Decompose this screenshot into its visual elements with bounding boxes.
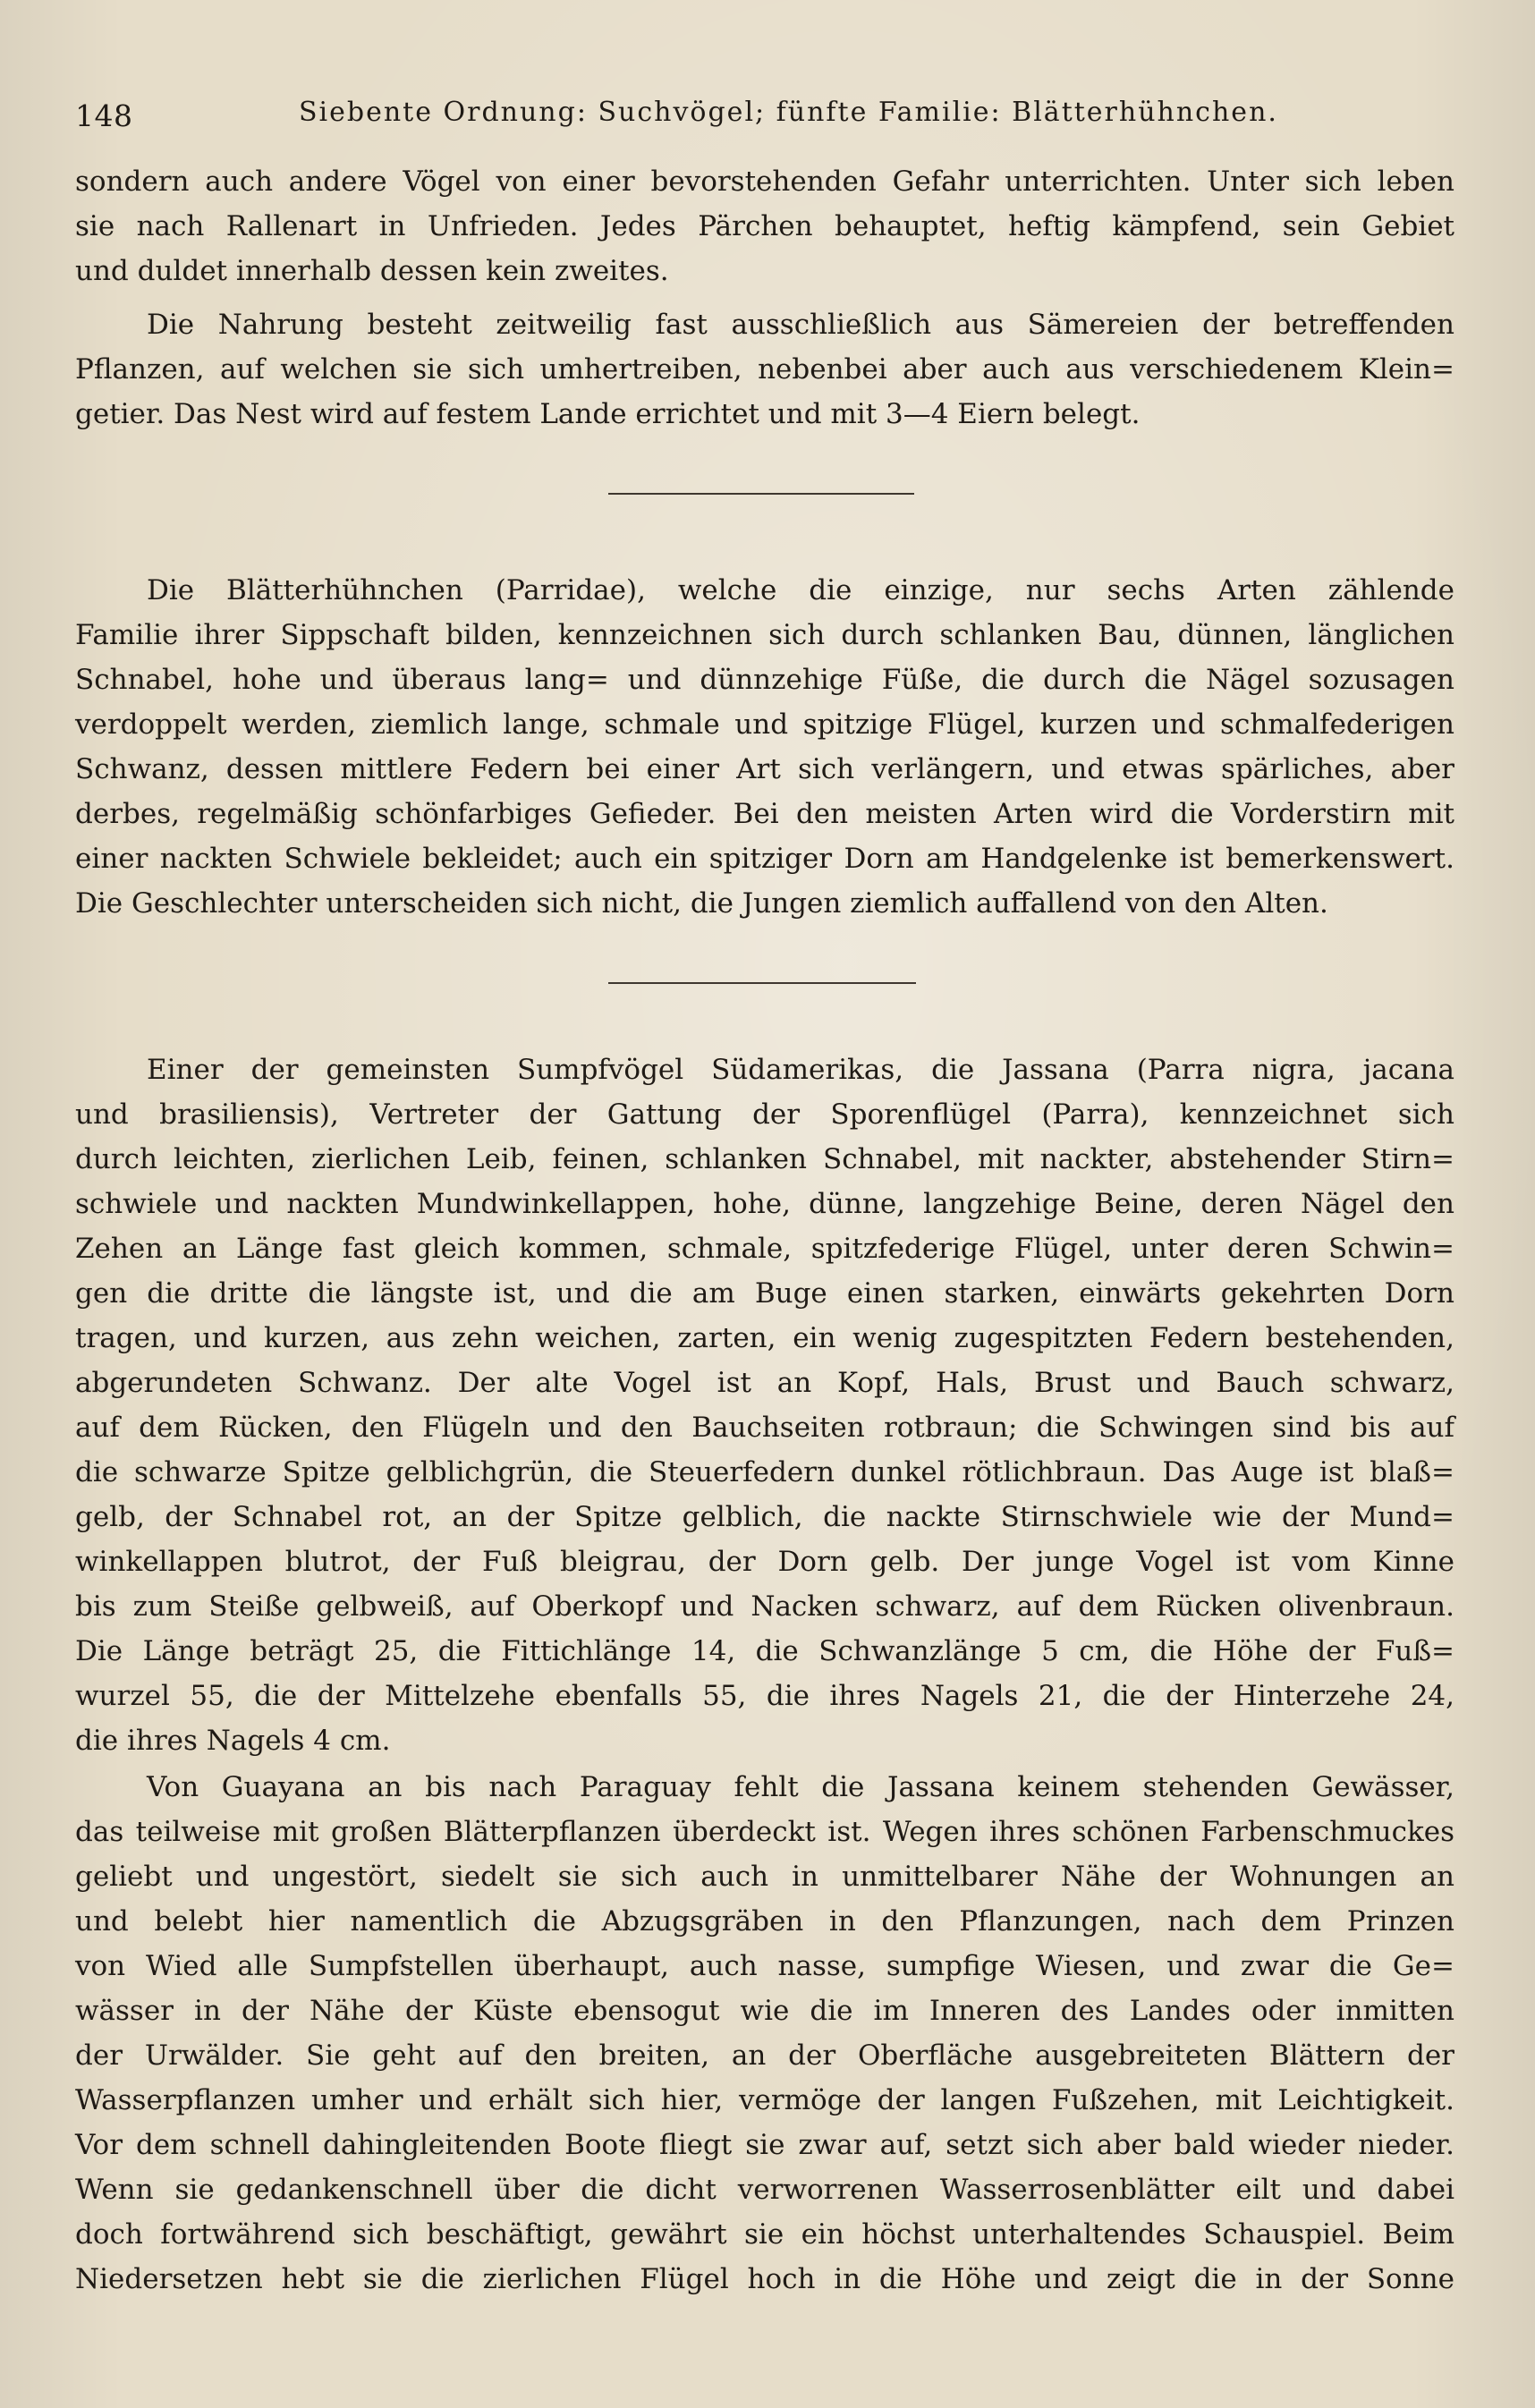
text-line: abgerundeten Schwanz. Der alte Vogel ist an Kopf, Hals, Brust und Bauch schwarz,	[75, 1367, 1454, 1399]
text-line: Schnabel, hohe und überaus lang= und dünnzehige Füße, die durch die Nägel sozusagen	[75, 664, 1454, 696]
running-head	[75, 89, 1471, 136]
text-line: durch leichten, zierlichen Leib, feinen, schlanken Schnabel, mit nackter, abstehender Stirn=	[75, 1143, 1454, 1175]
text-line: getier. Das Nest wird auf festem Lande errichtet und mit 3—4 Eiern belegt.	[75, 398, 1141, 430]
text-line: einer nackten Schwiele bekleidet; auch ein spitziger Dorn am Handgelenke ist bemerkenswert.	[75, 843, 1454, 875]
text-line: und brasiliensis), Vertreter der Gattung der Sporenflügel (Parra), kennzeichnet sich	[75, 1098, 1454, 1131]
text-line: Wasserpflanzen umher und erhält sich hier, vermöge der langen Fußzehen, mit Leichtigkeit.	[75, 2084, 1454, 2116]
text-line: Familie ihrer Sippschaft bilden, kennzeichnen sich durch schlanken Bau, dünnen, länglichen	[75, 619, 1454, 651]
section-divider	[608, 493, 914, 495]
text-line: Schwanz, dessen mittlere Federn bei einer Art sich verlängern, und etwas spärliches, aber	[75, 753, 1454, 785]
text-line: derbes, regelmäßig schönfarbiges Gefieder. Bei den meisten Arten wird die Vorderstirn mit	[75, 798, 1454, 830]
text-line: geliebt und ungestört, siedelt sie sich auch in unmittelbarer Nähe der Wohnungen an	[75, 1861, 1454, 1893]
text-line: Die Nahrung besteht zeitweilig fast ausschließlich aus Sämereien der betreffenden	[147, 309, 1454, 341]
page-number: 148	[75, 98, 133, 133]
text-line: auf dem Rücken, den Flügeln und den Bauchseiten rotbraun; die Schwingen sind bis auf	[75, 1412, 1454, 1444]
text-line: winkellappen blutrot, der Fuß bleigrau, der Dorn gelb. Der junge Vogel ist vom Kinne	[75, 1546, 1454, 1578]
text-line: Wenn sie gedankenschnell über die dicht verworrenen Wasserrosenblätter eilt und dabei	[75, 2174, 1454, 2206]
text-line: Von Guayana an bis nach Paraguay fehlt die Jassana keinem stehenden Gewässer,	[147, 1771, 1454, 1803]
text-line: die ihres Nagels 4 cm.	[75, 1725, 391, 1757]
text-line: gen die dritte die längste ist, und die am Buge einen starken, einwärts gekehrten Dorn	[75, 1277, 1454, 1310]
section-divider	[608, 982, 916, 984]
text-line: Zehen an Länge fast gleich kommen, schmale, spitzfederige Flügel, unter deren Schwin=	[75, 1233, 1454, 1265]
text-line: das teilweise mit großen Blätterpflanzen überdeckt ist. Wegen ihres schönen Farbenschmuckes	[75, 1816, 1454, 1848]
text-line: Pflanzen, auf welchen sie sich umhertreiben, nebenbei aber auch aus verschiedenem Klein=	[75, 353, 1454, 386]
running-head-title: Siebente Ordnung: Suchvögel; fünfte Familie: Blätterhühnchen.	[299, 97, 1278, 128]
text-line: tragen, und kurzen, aus zehn weichen, zarten, ein wenig zugespitzten Federn bestehenden,	[75, 1322, 1454, 1354]
text-line: Die Länge beträgt 25, die Fittichlänge 14, die Schwanzlänge 5 cm, die Höhe der Fuß=	[75, 1635, 1454, 1667]
text-line: der Urwälder. Sie geht auf den breiten, an der Oberfläche ausgebreiteten Blättern der	[75, 2039, 1454, 2072]
text-line: sondern auch andere Vögel von einer bevorstehenden Gefahr unterrichten. Unter sich leben	[75, 165, 1454, 198]
text-line: gelb, der Schnabel rot, an der Spitze gelblich, die nackte Stirnschwiele wie der Mund=	[75, 1501, 1454, 1533]
text-line: Die Geschlechter unterscheiden sich nicht, die Jungen ziemlich auffallend von den Alten.	[75, 887, 1328, 920]
text-line: und duldet innerhalb dessen kein zweites.	[75, 255, 669, 287]
text-line: von Wied alle Sumpfstellen überhaupt, auch nasse, sumpfige Wiesen, und zwar die Ge=	[75, 1950, 1454, 1982]
text-line: die schwarze Spitze gelblichgrün, die Steuerfedern dunkel rötlichbraun. Das Auge ist blaß=	[75, 1456, 1454, 1488]
text-line: Niedersetzen hebt sie die zierlichen Flügel hoch in die Höhe und zeigt die in der Sonne	[75, 2263, 1454, 2295]
text-line: verdoppelt werden, ziemlich lange, schmale und spitzige Flügel, kurzen und schmalfederigen	[75, 708, 1454, 741]
text-line: und belebt hier namentlich die Abzugsgräben in den Pflanzungen, nach dem Prinzen	[75, 1905, 1454, 1937]
text-line: Einer der gemeinsten Sumpfvögel Südamerikas, die Jassana (Parra nigra, jacana	[147, 1054, 1454, 1086]
text-line: bis zum Steiße gelbweiß, auf Oberkopf und Nacken schwarz, auf dem Rücken olivenbraun.	[75, 1590, 1454, 1623]
text-line: Die Blätterhühnchen (Parridae), welche die einzige, nur sechs Arten zählende	[147, 574, 1454, 606]
text-line: wurzel 55, die der Mittelzehe ebenfalls 55, die ihres Nagels 21, die der Hinterzehe 24,	[75, 1680, 1454, 1712]
text-line: doch fortwährend sich beschäftigt, gewährt sie ein höchst unterhaltendes Schauspiel. Beim	[75, 2218, 1454, 2251]
text-line: Vor dem schnell dahingleitenden Boote fliegt sie zwar auf, setzt sich aber bald wieder nieder.	[75, 2129, 1454, 2161]
text-line: schwiele und nackten Mundwinkellappen, hohe, dünne, langzehige Beine, deren Nägel den	[75, 1188, 1454, 1220]
text-line: wässer in der Nähe der Küste ebensogut wie die im Inneren des Landes oder inmitten	[75, 1995, 1454, 2027]
text-line: sie nach Rallenart in Unfrieden. Jedes Pärchen behauptet, heftig kämpfend, sein Gebiet	[75, 210, 1454, 242]
